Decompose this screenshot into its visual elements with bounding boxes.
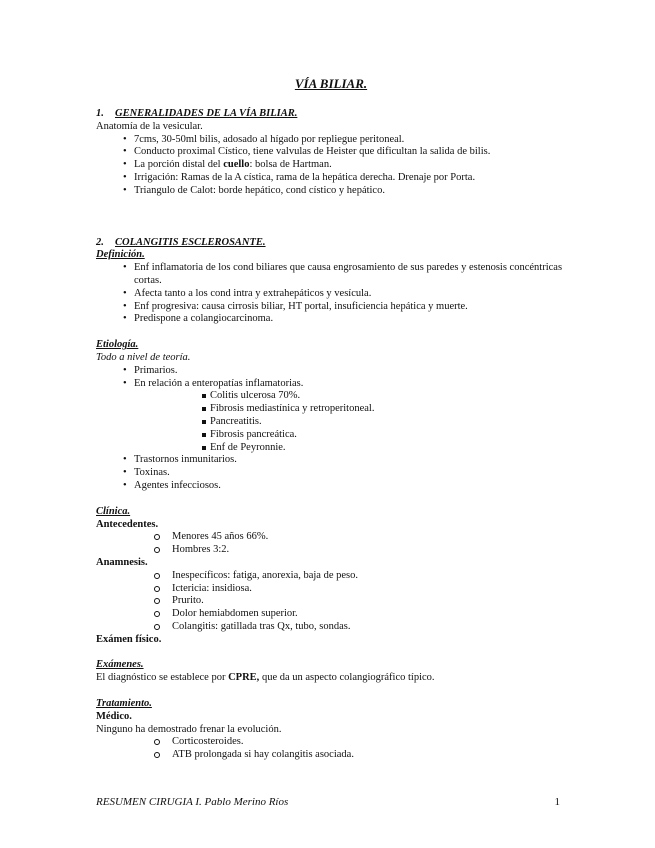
examen-fisico-label: Exámen físico. bbox=[96, 633, 162, 645]
definicion-bullets bbox=[96, 262, 566, 326]
list-item: • Enf inflamatoria de los cond biliares que causa engrosamiento de sus paredes y estenosis concéntricas cortas. bbox=[96, 262, 566, 288]
anamnesis-list bbox=[96, 570, 566, 634]
section-label: GENERALIDADES DE LA VÍA BILIAR. bbox=[115, 108, 298, 119]
tratamiento-list bbox=[96, 736, 566, 762]
tratamiento-text: Ninguno ha demostrado frenar la evolución. bbox=[96, 723, 282, 735]
sub-list-item: Fibrosis pancreática. bbox=[96, 429, 566, 442]
list-item: • Enf progresiva: causa cirrosis biliar, HT portal, insuficiencia hepática y muerte. bbox=[96, 301, 566, 314]
list-item: • 7cms, 30-50ml bilis, adosado al hígado por repliegue peritoneal. bbox=[96, 134, 566, 147]
sub-list-item: Pancreatitis. bbox=[96, 416, 566, 429]
list-item: • Agentes infecciosos. bbox=[96, 480, 566, 493]
medico-label: Médico. bbox=[96, 710, 132, 722]
etiologia-sublist bbox=[96, 390, 566, 454]
etiologia-intro: Todo a nivel de teoría. bbox=[96, 351, 191, 363]
list-item: • La porción distal del cuello: bolsa de Hartman. bbox=[96, 159, 566, 172]
list-item: Colangitis: gatillada tras Qx, tubo, sondas. bbox=[96, 621, 566, 634]
section-number: 2. bbox=[96, 236, 104, 248]
list-item: Ictericia: insidiosa. bbox=[96, 583, 566, 596]
antecedentes-label: Antecedentes. bbox=[96, 518, 159, 530]
list-item: Corticosteroides. bbox=[96, 736, 566, 749]
etiologia-heading: Etiología. bbox=[96, 339, 139, 351]
list-item: • Toxinas. bbox=[96, 467, 566, 480]
tratamiento-heading: Tratamiento. bbox=[96, 698, 152, 710]
document-page bbox=[96, 76, 566, 762]
section-1-heading bbox=[96, 108, 566, 121]
section-number: 1. bbox=[96, 108, 104, 119]
page-footer bbox=[96, 796, 560, 809]
page-number: 1 bbox=[554, 796, 560, 808]
examenes-heading: Exámenes. bbox=[96, 659, 144, 671]
etiologia-bullets bbox=[96, 365, 566, 493]
sub-list-item: Enf de Peyronnie. bbox=[96, 442, 566, 455]
list-item: Hombres 3:2. bbox=[96, 544, 566, 557]
list-item: Dolor hemiabdomen superior. bbox=[96, 608, 566, 621]
bold-term: CPRE, bbox=[228, 672, 260, 684]
definicion-heading: Definición. bbox=[96, 249, 145, 261]
list-item: ATB prolongada si hay colangitis asociada. bbox=[96, 749, 566, 762]
footer-text: RESUMEN CIRUGIA I. Pablo Merino Ríos bbox=[96, 796, 289, 808]
sub-list-item: Fibrosis mediastínica y retroperitoneal. bbox=[96, 403, 566, 416]
list-item: • Predispone a colangiocarcinoma. bbox=[96, 313, 566, 326]
anamnesis-label: Anamnesis. bbox=[96, 556, 148, 568]
list-item: • Irrigación: Ramas de la A cística, rama de la hepática derecha. Drenaje por Porta. bbox=[96, 172, 566, 185]
clinica-heading: Clínica. bbox=[96, 505, 131, 517]
list-item: • Afecta tanto a los cond intra y extrahepáticos y vesícula. bbox=[96, 288, 566, 301]
bold-term: cuello bbox=[223, 159, 250, 171]
list-item: • Primarios. bbox=[96, 365, 566, 378]
list-item: Inespecíficos: fatiga, anorexia, baja de peso. bbox=[96, 570, 566, 583]
section-1-intro: Anatomía de la vesicular. bbox=[96, 120, 203, 132]
examenes-text: El diagnóstico se establece por CPRE, que da un aspecto colangiográfico típico. bbox=[96, 672, 435, 684]
sub-list-item: Colitis ulcerosa 70%. bbox=[96, 390, 566, 403]
antecedentes-list bbox=[96, 531, 566, 557]
section-1-bullets bbox=[96, 134, 566, 198]
page-title: VÍA BILIAR. bbox=[294, 76, 368, 91]
list-item: • En relación a enteropatías inflamatorias. Colitis ulcerosa 70%. Fibrosis mediastínica y retroperitoneal. Pancreatitis. Fibrosis pancreática. Enf de Peyronnie. bbox=[96, 378, 566, 455]
list-item: • Triangulo de Calot: borde hepático, cond cístico y hepático. bbox=[96, 185, 566, 198]
section-2-heading bbox=[96, 237, 566, 250]
list-item: Prurito. bbox=[96, 595, 566, 608]
list-item: • Conducto proximal Cístico, tiene valvulas de Heister que dificultan la salida de bilis. bbox=[96, 146, 566, 159]
list-item: Menores 45 años 66%. bbox=[96, 531, 566, 544]
list-item: • Trastornos inmunitarios. bbox=[96, 454, 566, 467]
section-label: COLANGITIS ESCLEROSANTE. bbox=[115, 236, 266, 248]
